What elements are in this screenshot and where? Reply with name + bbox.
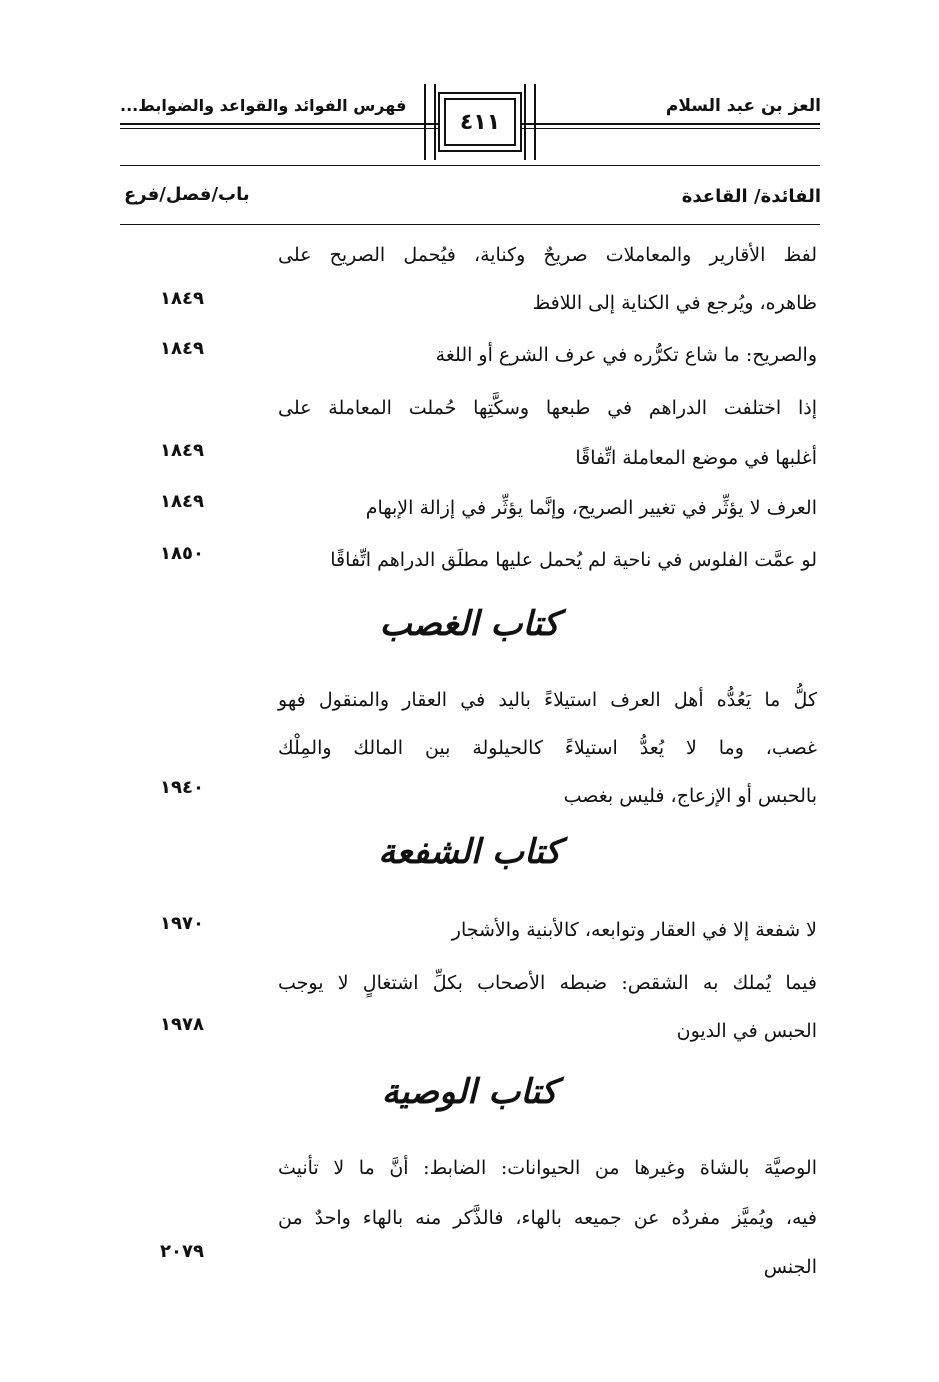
column-heading-location: باب/فصل/فرع [124,184,250,205]
entry-line: الوصيَّة بالشاة وغيرها من الحيوانات: الضابط: أنَّ ما لا تأنيث [278,1157,817,1179]
entry-line: فيه، ويُميَّز مفردُه عن جميعه بالهاء، فالذَّكر منه بالهاء واحدٌ من [278,1207,817,1229]
entry-line: الجنس [763,1256,817,1278]
entry-reference: ١٨٥٠ [160,543,204,564]
entry-reference: ١٨٤٩ [160,440,204,461]
entry-line: فيما يُملك به الشقص: ضبطه الأصحاب بكلِّ اشتغالٍ لا يوجب [278,972,817,994]
entry-line: لفظ الأقارير والمعاملات صريحٌ وكناية، فيُحمل الصريح على [278,244,817,266]
running-head-author: العز بن عبد السلام [665,96,821,116]
entry-reference: ١٩٤٠ [160,777,204,798]
column-heading-separator [120,224,820,225]
entry-line: بالحبس أو الإزعاج، فليس بغصب [563,785,817,807]
entry-reference: ١٩٧٠ [160,913,204,934]
entry-reference: ١٨٤٩ [160,491,204,512]
entry-line: لا شفعة إلا في العقار وتوابعه، كالأبنية والأشجار [451,919,817,941]
ornament-left [424,84,436,160]
entry-reference: ٢٠٧٩ [160,1241,204,1262]
entry-line: ظاهره، ويُرجع في الكناية إلى اللافظ [532,292,817,314]
page-number-box [438,92,522,152]
entry-reference: ١٨٤٩ [160,288,204,309]
header-separator [120,165,820,166]
column-heading-rule: الفائدة/ القاعدة [681,186,821,207]
entry-line: أغلبها في موضع المعاملة اتِّفاقًا [575,447,817,469]
book-title-wasiyya: كتاب الوصية [381,1072,558,1112]
running-head-index-title: فهرس الفوائد والقواعد والضوابط... [120,96,407,115]
page-number: ٤١١ [459,109,501,135]
entry-reference: ١٩٧٨ [160,1014,204,1035]
book-title-shufa: كتاب الشفعة [378,832,561,872]
entry-reference: ١٨٤٩ [160,338,204,359]
entry-line: الحبس في الديون [676,1020,817,1042]
entry-line: والصريح: ما شاع تكرُّره في عرف الشرع أو اللغة [435,344,817,366]
entry-line: لو عمَّت الفلوس في ناحية لم يُحمل عليها مطلَق الدراهم اتِّفاقًا [330,549,817,571]
entry-line: إذا اختلفت الدراهم في طبعها وسكَّتِها حُملت المعاملة على [278,397,817,419]
entry-line: غصب، وما لا يُعدُّ استيلاءً كالحيلولة بين المالك والمِلْك [278,737,817,759]
entry-line: كلُّ ما يَعُدُّه أهل العرف استيلاءً باليد في العقار والمنقول فهو [278,689,817,711]
entry-line: العرف لا يؤثِّر في تغيير الصريح، وإنَّما يؤثِّر في إزالة الإبهام [365,497,817,519]
ornament-right [524,84,536,160]
book-title-ghasb: كتاب الغصب [379,604,560,644]
